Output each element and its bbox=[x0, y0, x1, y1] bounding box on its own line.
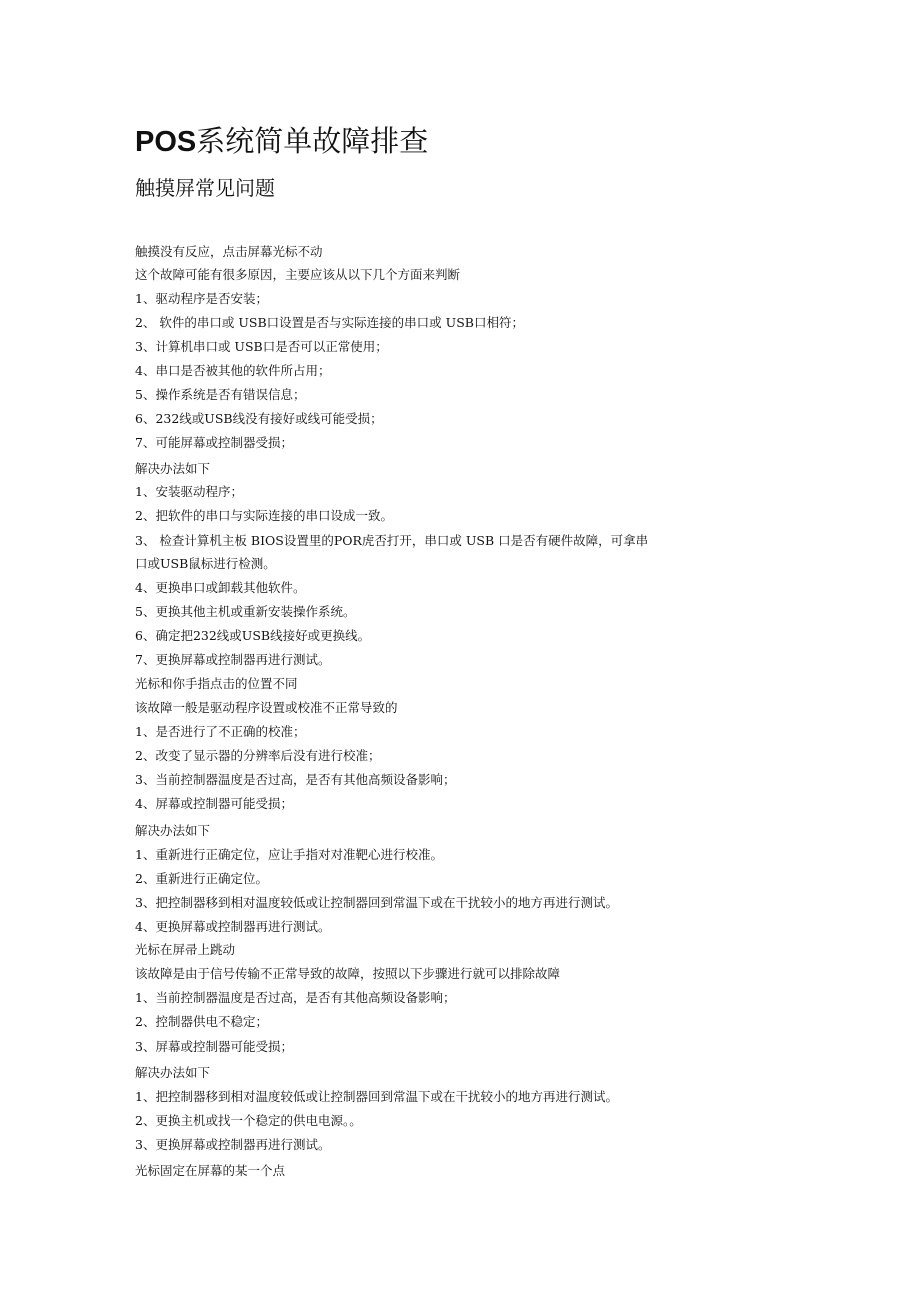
text-line: 这个故障可能有很多原因，主要应该从以下几个方面来判断 bbox=[135, 267, 461, 282]
text-line: 口或USB鼠标进行检测。 bbox=[135, 556, 276, 571]
section-heading: 触摸屏常见问题 bbox=[135, 176, 275, 200]
text-line: 该故障一般是驱动程序设置或校准不正常导致的 bbox=[135, 700, 398, 715]
text-line: 2、 软件的串口或 USB口设置是否与实际连接的串口或 USB口相符； bbox=[135, 315, 524, 330]
text-line: 3、计算机串口或 USB口是否可以正常使用； bbox=[135, 339, 388, 354]
text-line: 1、当前控制器温度是否过高，是否有其他高频设备影响； bbox=[135, 990, 456, 1005]
text-line: 光标固定在屏幕的某一个点 bbox=[135, 1163, 286, 1178]
text-line: 1、重新进行正确定位，应让手指对对准靶心进行校准。 bbox=[135, 847, 443, 862]
text-line: 4、更换串口或卸载其他软件。 bbox=[135, 580, 306, 595]
text-line: 3、当前控制器温度是否过高，是否有其他高频设备影响； bbox=[135, 772, 456, 787]
text-line: 7、可能屏幕或控制器受损； bbox=[135, 435, 293, 450]
text-line: 4、屏幕或控制器可能受损； bbox=[135, 796, 293, 811]
text-line: 光标在屏帚上跳动 bbox=[135, 942, 236, 957]
text-line: 解决办法如下 bbox=[135, 823, 211, 838]
title-prefix: POS bbox=[135, 126, 197, 158]
text-line: 3、把控制器移到相对温度较低或让控制器回到常温下或在干扰较小的地方再进行测试。 bbox=[135, 895, 618, 910]
text-line: 4、串口是否被其他的软件所占用； bbox=[135, 363, 331, 378]
text-line: 该故障是由于信号传输不正常导致的故障，按照以下步骤进行就可以排除故障 bbox=[135, 966, 561, 981]
text-line: 3、 检查计算机主板 BIOS设置里的POR虎否打开，串口或 USB 口是否有硬件故障，可拿串 bbox=[135, 533, 649, 548]
title-rest: 系统简单故障排查 bbox=[196, 126, 429, 158]
text-line: 解决办法如下 bbox=[135, 1065, 211, 1080]
text-line: 7、更换屏幕或控制器再进行测试。 bbox=[135, 652, 331, 667]
text-line: 触摸没有反应，点击屏幕光标不动 bbox=[135, 244, 323, 259]
text-line: 2、控制器供电不稳定； bbox=[135, 1014, 268, 1029]
text-line: 6、232线或USB线没有接好或线可能受损； bbox=[135, 411, 383, 426]
text-line: 3、更换屏幕或控制器再进行测试。 bbox=[135, 1137, 331, 1152]
text-line: 1、把控制器移到相对温度较低或让控制器回到常温下或在干扰较小的地方再进行测试。 bbox=[135, 1089, 618, 1104]
text-line: 5、操作系统是否有错误信息； bbox=[135, 387, 306, 402]
text-line: 3、屏幕或控制器可能受损； bbox=[135, 1039, 293, 1054]
text-line: 1、是否进行了不正确的校准； bbox=[135, 724, 306, 739]
text-line: 解决办法如下 bbox=[135, 461, 211, 476]
document-title bbox=[135, 122, 428, 162]
text-line: 2、重新进行正确定位。 bbox=[135, 871, 268, 886]
text-line: 2、把软件的串口与实际连接的串口设成一致。 bbox=[135, 508, 393, 523]
text-line: 5、更换其他主机或重新安装操作系统。 bbox=[135, 604, 356, 619]
text-line: 2、改变了显示器的分辨率后没有进行校准； bbox=[135, 748, 381, 763]
text-line: 1、驱动程序是否安装； bbox=[135, 291, 268, 306]
text-line: 2、更换主机或找一个稳定的供电电源。。 bbox=[135, 1113, 362, 1128]
text-line: 6、确定把232线或USB线接好或更换线。 bbox=[135, 628, 371, 643]
text-line: 1、安装驱动程序； bbox=[135, 484, 243, 499]
text-line: 4、更换屏幕或控制器再进行测试。 bbox=[135, 919, 331, 934]
text-line: 光标和你手指点击的位置不同 bbox=[135, 676, 298, 691]
